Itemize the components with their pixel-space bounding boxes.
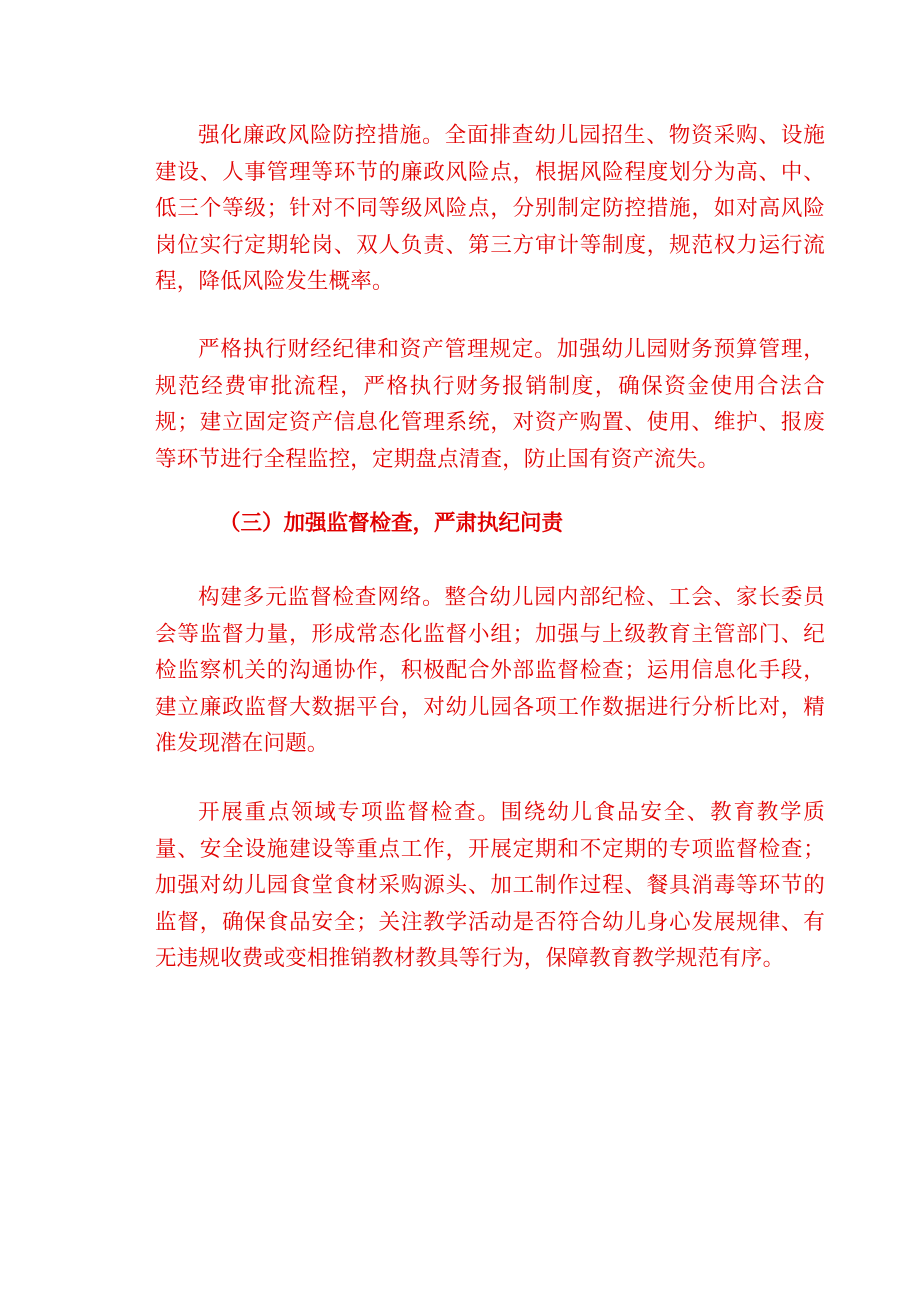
section-heading: （三）加强监督检查，严肃执纪问责	[219, 511, 564, 536]
paragraph-risk-prevention: 强化廉政风险防控措施。全面排查幼儿园招生、物资采购、设施建设、人事管理等环节的廉政风险点，根据风险程度划分为高、中、低三个等级；针对不同等级风险点，分别制定防控措施，如对高风险岗位实行定期轮岗、双人负责、第三方审计等制度，规范权力运行流程，降低风险发生概率。	[155, 123, 825, 294]
paragraph-supervision-network: 构建多元监督检查网络。整合幼儿园内部纪检、工会、家长委员会等监督力量，形成常态化监督小组；加强与上级教育主管部门、纪检监察机关的沟通协作，积极配合外部监督检查；运用信息化手段，建立廉政监督大数据平台，对幼儿园各项工作数据进行分析比对，精准发现潜在问题。	[155, 585, 825, 756]
paragraph-financial-discipline: 严格执行财经纪律和资产管理规定。加强幼儿园财务预算管理，规范经费审批流程，严格执行财务报销制度，确保资金使用合法合规；建立固定资产信息化管理系统，对资产购置、使用、维护、报废等环节进行全程监控，定期盘点清查，防止国有资产流失。	[155, 337, 825, 472]
paragraph-special-inspection: 开展重点领域专项监督检查。围绕幼儿食品安全、教育教学质量、安全设施建设等重点工作，开展定期和不定期的专项监督检查；加强对幼儿园食堂食材采购源头、加工制作过程、餐具消毒等环节的监督，确保食品安全；关注教学活动是否符合幼儿身心发展规律、有无违规收费或变相推销教材教具等行为，保障教育教学规范有序。	[155, 800, 825, 971]
